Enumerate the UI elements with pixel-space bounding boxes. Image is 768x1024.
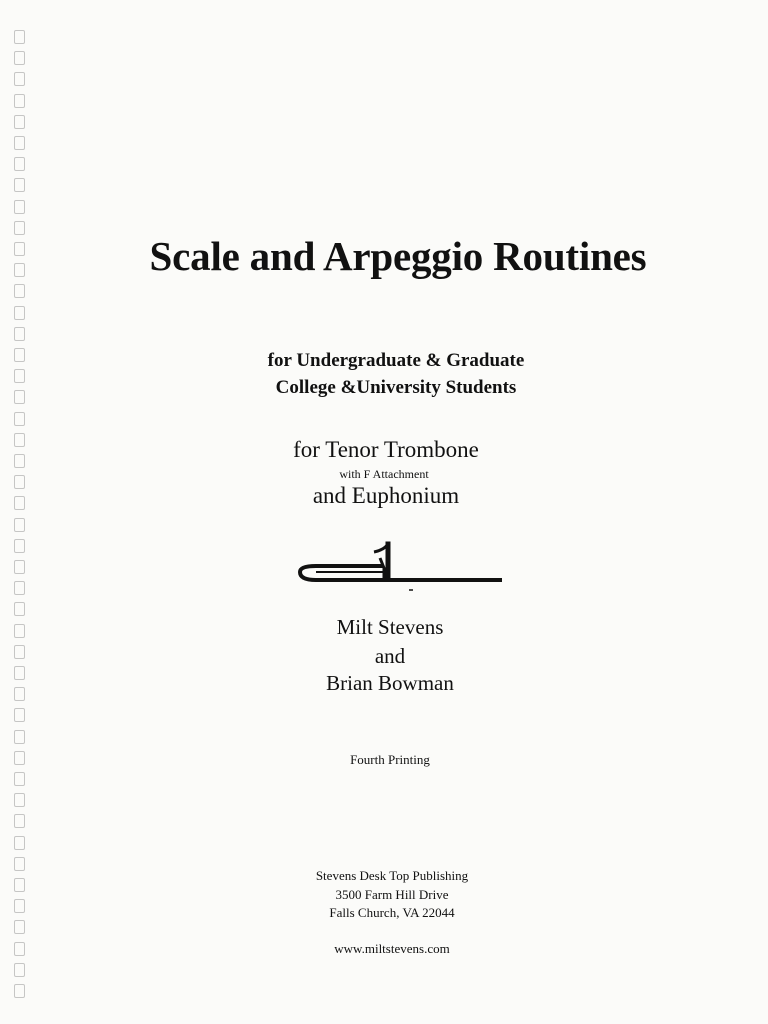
binding-hole (14, 327, 25, 341)
binding-hole (14, 920, 25, 934)
author-1: Milt Stevens (336, 615, 444, 639)
binding-hole (14, 836, 25, 850)
printing-edition: Fourth Printing (350, 752, 430, 767)
binding-hole (14, 72, 25, 86)
binding-hole (14, 984, 25, 998)
binding-hole (14, 708, 25, 722)
document-title: Scale and Arpeggio Routines (149, 233, 647, 279)
binding-hole (14, 730, 25, 744)
instrument-line-1: for Tenor Trombone (293, 437, 479, 462)
binding-hole (14, 814, 25, 828)
publisher-city: Falls Church, VA 22044 (329, 905, 455, 920)
binding-hole (14, 51, 25, 65)
binding-hole (14, 539, 25, 553)
binding-hole (14, 560, 25, 574)
instrument-line-2: and Euphonium (312, 483, 460, 508)
binding-hole (14, 793, 25, 807)
author-conjunction: and (374, 644, 406, 668)
binding-hole (14, 94, 25, 108)
publisher-website: www.miltstevens.com (334, 941, 450, 956)
binding-hole (14, 178, 25, 192)
binding-hole (14, 284, 25, 298)
binding-hole (14, 136, 25, 150)
binding-hole (14, 30, 25, 44)
subtitle-line-1: for Undergraduate & Graduate (267, 350, 525, 371)
binding-hole (14, 157, 25, 171)
binding-hole (14, 963, 25, 977)
author-2: Brian Bowman (326, 671, 454, 695)
binding-hole (14, 412, 25, 426)
subtitle-line-2: College &University Students (275, 377, 517, 398)
instrument-attachment-note: with F Attachment (339, 467, 429, 481)
trombone-icon (296, 538, 506, 596)
binding-holes (10, 30, 34, 1010)
binding-hole (14, 772, 25, 786)
binding-hole (14, 518, 25, 532)
binding-hole (14, 115, 25, 129)
publisher-street: 3500 Farm Hill Drive (335, 887, 449, 902)
binding-hole (14, 200, 25, 214)
binding-hole (14, 306, 25, 320)
binding-hole (14, 581, 25, 595)
publisher-name: Stevens Desk Top Publishing (315, 868, 469, 883)
